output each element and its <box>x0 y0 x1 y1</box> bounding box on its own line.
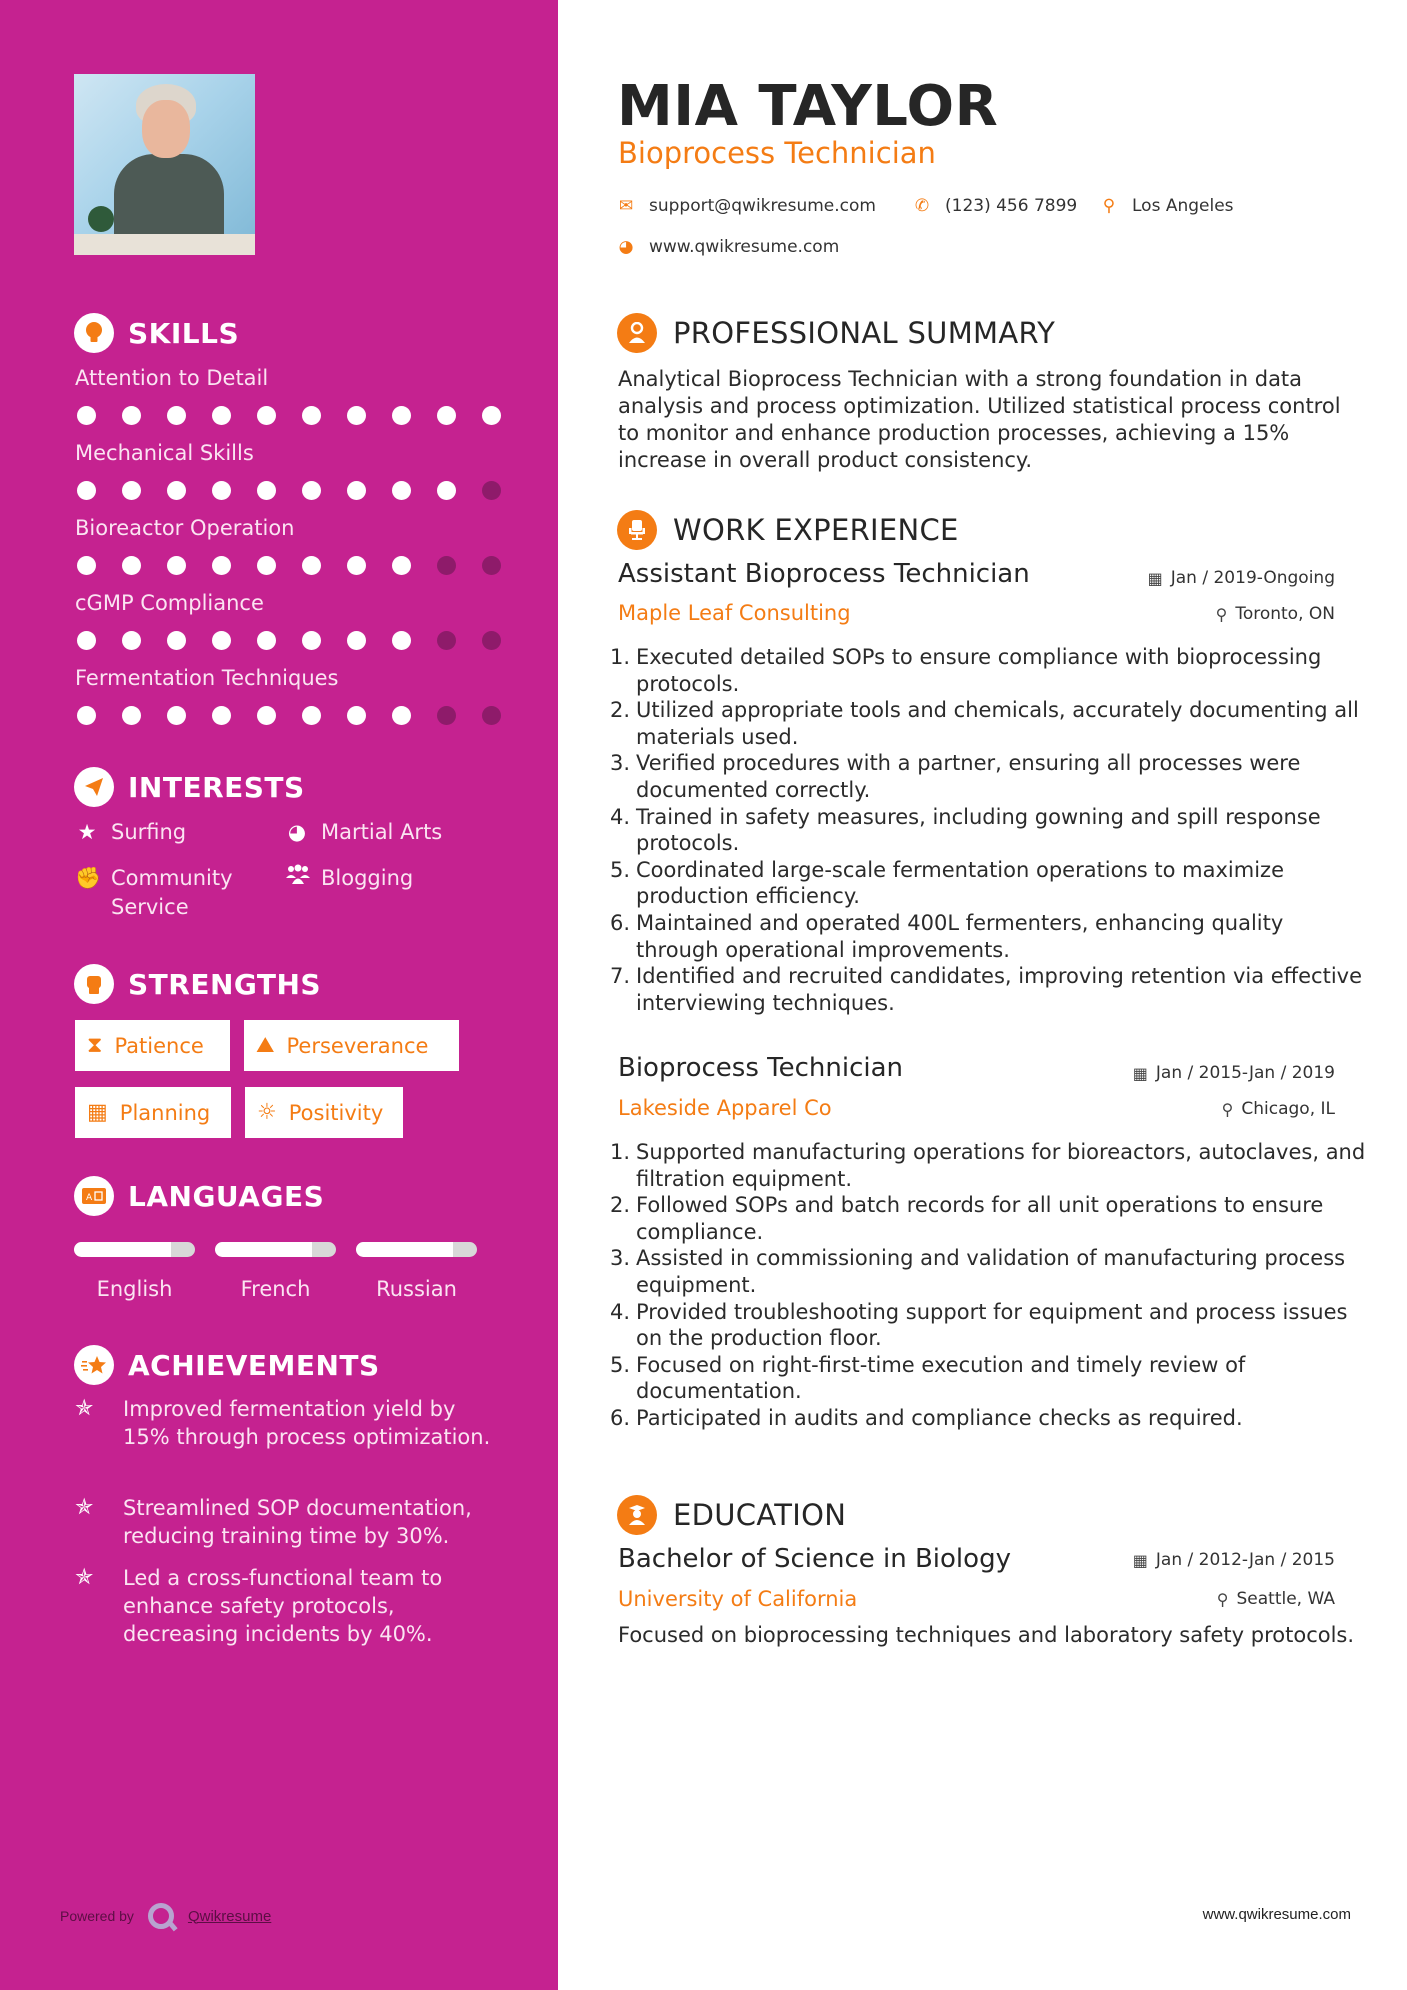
education-dates-text: Jan / 2012-Jan / 2015 <box>1155 1550 1335 1570</box>
job-bullet <box>610 1192 1370 1245</box>
paper-plane-icon <box>74 767 114 807</box>
calendar-icon: ▦ <box>1147 568 1163 588</box>
job-bullet <box>610 697 1370 750</box>
pushpin-icon: ⚲ <box>1215 604 1228 624</box>
education-heading <box>617 1495 846 1535</box>
strength-label: Perseverance <box>286 1033 429 1058</box>
skill-dot <box>302 481 321 500</box>
skill-dot <box>167 631 186 650</box>
bullet-number: 5. <box>610 1352 631 1377</box>
language-bar <box>74 1242 195 1257</box>
strengths-heading <box>74 964 321 1004</box>
skill-item <box>75 441 505 500</box>
job-location <box>1216 604 1335 624</box>
skill-dot <box>257 481 276 500</box>
contact-website <box>617 237 839 257</box>
graduate-icon <box>617 1495 657 1535</box>
bullet-text: Assisted in commissioning and validation of manufacturing process equipment. <box>636 1246 1346 1297</box>
education-dates <box>1133 1550 1335 1570</box>
strength-chip <box>75 1020 230 1071</box>
skill-dot <box>392 631 411 650</box>
skill-name: Mechanical Skills <box>75 441 254 465</box>
sun-icon: ☼ <box>257 1100 277 1125</box>
languages-title: LANGUAGES <box>128 1179 325 1213</box>
language-item <box>215 1242 336 1301</box>
skills-title: SKILLS <box>128 316 240 350</box>
interest-label: Martial Arts <box>321 820 443 844</box>
interest-item <box>285 818 442 847</box>
achievement-item <box>75 1564 505 1648</box>
skill-dot <box>302 556 321 575</box>
bullet-text: Verified procedures with a partner, ensuring all processes were documented correctly. <box>636 751 1301 802</box>
job-location-text: Chicago, IL <box>1241 1099 1335 1119</box>
skill-item <box>75 666 505 725</box>
job-bullet <box>610 1245 1370 1298</box>
skill-dot <box>482 481 501 500</box>
bullet-text: Identified and recruited candidates, improving retention via effective interviewing techniques. <box>636 964 1363 1015</box>
language-fill <box>74 1242 171 1257</box>
skill-dot <box>392 706 411 725</box>
main-content <box>558 0 1407 1990</box>
pushpin-icon: ⚲ <box>1221 1099 1234 1119</box>
bullet-number: 5. <box>610 857 631 882</box>
skill-dot <box>212 556 231 575</box>
skill-dot <box>437 706 456 725</box>
language-fill <box>215 1242 312 1257</box>
education-location <box>1217 1589 1335 1609</box>
skill-dot <box>257 556 276 575</box>
education-location-text: Seattle, WA <box>1236 1589 1335 1609</box>
office-chair-icon <box>617 510 657 550</box>
skill-dot <box>77 556 96 575</box>
interests-title: INTERESTS <box>128 770 305 804</box>
language-name: French <box>240 1277 311 1301</box>
skill-item <box>75 366 505 425</box>
education-title: EDUCATION <box>673 1498 847 1532</box>
bullet-number: 2. <box>610 1193 631 1218</box>
job-dates <box>1133 1063 1335 1083</box>
job-location <box>1222 1099 1335 1119</box>
bullet-number: 7. <box>610 964 631 989</box>
skill-rating <box>75 556 505 575</box>
strength-chip <box>245 1087 403 1138</box>
job-bullet <box>610 1139 1370 1192</box>
job-bullet <box>610 1352 1370 1405</box>
skill-rating <box>75 631 505 650</box>
website-text[interactable]: www.qwikresume.com <box>649 237 840 257</box>
language-item <box>356 1242 477 1301</box>
job-bullet <box>610 1405 1370 1432</box>
bullet-number: 1. <box>610 1140 631 1164</box>
summary-title: PROFESSIONAL SUMMARY <box>673 316 1056 350</box>
photo-face <box>142 100 190 158</box>
shooting-star-icon: ✯ <box>75 1565 94 1590</box>
skill-dot <box>167 481 186 500</box>
powered-by <box>60 1903 271 1929</box>
candidate-role: Bioprocess Technician <box>618 136 936 170</box>
strength-chip <box>244 1020 459 1071</box>
job-bullet <box>610 963 1370 1016</box>
skill-dot <box>212 631 231 650</box>
education-text: Focused on bioprocessing techniques and laboratory safety protocols. <box>618 1623 1355 1647</box>
degree-title: Bachelor of Science in Biology <box>618 1544 1011 1574</box>
skill-dot <box>302 706 321 725</box>
job-bullet <box>610 857 1370 910</box>
job-dates <box>1148 568 1335 588</box>
language-bar <box>356 1242 477 1257</box>
skill-dot <box>167 406 186 425</box>
skill-dot <box>437 406 456 425</box>
strength-label: Positivity <box>288 1100 384 1125</box>
skill-dot <box>437 481 456 500</box>
achievements-title: ACHIEVEMENTS <box>128 1348 380 1382</box>
users-icon <box>285 864 309 894</box>
skill-dot <box>347 406 366 425</box>
skill-dot <box>392 406 411 425</box>
interest-label: Community Service <box>111 866 233 919</box>
bullet-text: Followed SOPs and batch records for all unit operations to ensure compliance. <box>636 1193 1324 1244</box>
experience-title: WORK EXPERIENCE <box>673 513 959 547</box>
skill-dot <box>347 481 366 500</box>
star-icon: ★ <box>77 820 97 844</box>
strength-label: Planning <box>119 1100 211 1125</box>
bullet-number: 6. <box>610 910 631 935</box>
candidate-name: MIA TAYLOR <box>617 74 999 139</box>
skill-dot <box>167 706 186 725</box>
job-bullets <box>610 1139 1370 1432</box>
skills-heading <box>74 313 239 353</box>
language-item <box>74 1242 195 1301</box>
skill-item <box>75 591 505 650</box>
job-dates-text: Jan / 2015-Jan / 2019 <box>1155 1063 1335 1083</box>
envelope-icon: ✉ <box>618 196 634 216</box>
user-icon <box>617 313 657 353</box>
interest-item <box>285 864 413 894</box>
contact-email <box>617 196 876 216</box>
job-bullet <box>610 750 1370 803</box>
shooting-star-icon: ✯ <box>75 1396 94 1421</box>
shooting-star-icon: ✯ <box>75 1495 94 1520</box>
phone-text[interactable]: (123) 456 7899 <box>945 196 1078 216</box>
skill-name: cGMP Compliance <box>75 591 264 615</box>
skill-dot <box>482 556 501 575</box>
language-name: Russian <box>376 1277 457 1301</box>
skill-dot <box>122 406 141 425</box>
skill-rating <box>75 406 505 425</box>
shooting-star-icon <box>74 1345 114 1385</box>
qwikresume-logo-icon <box>148 1903 174 1929</box>
bullet-number: 4. <box>610 1299 631 1324</box>
translate-icon <box>74 1176 114 1216</box>
bullet-number: 3. <box>610 751 631 776</box>
skill-dot <box>77 631 96 650</box>
job-bullet <box>610 804 1370 857</box>
skill-dot <box>482 706 501 725</box>
bullet-number: 6. <box>610 1405 631 1430</box>
skill-dot <box>77 706 96 725</box>
contact-location <box>1100 196 1234 216</box>
job-company: Maple Leaf Consulting <box>618 601 851 625</box>
bullet-text: Utilized appropriate tools and chemicals, accurately documenting all materials used. <box>636 698 1359 749</box>
skill-dot <box>122 631 141 650</box>
achievement-item <box>75 1494 505 1550</box>
skill-name: Attention to Detail <box>75 366 269 390</box>
skill-dot <box>257 706 276 725</box>
hourglass-icon: ⧗ <box>87 1033 103 1058</box>
skill-dot <box>77 481 96 500</box>
email-text[interactable]: support@qwikresume.com <box>649 196 876 216</box>
skill-dot <box>302 406 321 425</box>
bullet-text: Provided troubleshooting support for equipment and process issues on the production floor. <box>636 1299 1348 1351</box>
strengths-title: STRENGTHS <box>128 967 322 1001</box>
skill-rating <box>75 481 505 500</box>
job-title: Bioprocess Technician <box>618 1053 904 1083</box>
languages-heading <box>74 1176 324 1216</box>
bullet-text: Focused on right-first-time execution and timely review of documentation. <box>636 1352 1246 1404</box>
job-bullets <box>610 644 1370 1016</box>
strength-chip <box>75 1087 231 1138</box>
pushpin-icon: ⚲ <box>1216 1589 1229 1609</box>
road-icon: ⛰ <box>256 1033 275 1058</box>
globe-icon: ◕ <box>618 237 634 257</box>
achievement-item <box>75 1395 505 1451</box>
bullet-text: Maintained and operated 400L fermenters, enhancing quality through operational improvements. <box>636 910 1284 962</box>
globe-icon: ◕ <box>287 820 307 844</box>
skill-dot <box>212 481 231 500</box>
calendar-icon: ▦ <box>1132 1550 1148 1570</box>
job-location-text: Toronto, ON <box>1235 604 1335 624</box>
bullet-number: 2. <box>610 698 631 723</box>
job-title: Assistant Bioprocess Technician <box>618 559 1030 589</box>
skill-dot <box>347 706 366 725</box>
skill-dot <box>347 631 366 650</box>
calendar-icon: ▦ <box>1132 1063 1148 1083</box>
interest-label: Surfing <box>111 820 187 844</box>
qwikresume-link[interactable]: Qwikresume <box>187 1907 272 1925</box>
bullet-text: Participated in audits and compliance checks as required. <box>636 1405 1243 1430</box>
interest-item <box>75 818 186 847</box>
skill-dot <box>302 631 321 650</box>
skill-dot <box>257 406 276 425</box>
contact-phone <box>913 196 1077 216</box>
skill-dot <box>347 556 366 575</box>
skill-dot <box>212 706 231 725</box>
job-dates-text: Jan / 2019-Ongoing <box>1170 568 1335 588</box>
job-company: Lakeside Apparel Co <box>618 1096 832 1120</box>
calendar-icon: ▦ <box>87 1100 108 1125</box>
skill-name: Fermentation Techniques <box>75 666 339 690</box>
bullet-number: 4. <box>610 804 631 829</box>
summary-heading <box>617 313 1055 353</box>
photo-plant <box>88 206 114 232</box>
svg-text:A: A <box>86 1193 93 1203</box>
sidebar <box>0 0 558 1990</box>
experience-heading <box>617 510 959 550</box>
interest-label: Blogging <box>321 866 414 890</box>
profile-photo <box>74 74 255 255</box>
fist-icon <box>74 964 114 1004</box>
achievement-text: Streamlined SOP documentation, reducing training time by 30%. <box>123 1496 472 1548</box>
phone-icon: ✆ <box>914 196 930 216</box>
skill-dot <box>212 406 231 425</box>
bullet-text: Coordinated large-scale fermentation operations to maximize production efficiency. <box>636 857 1284 909</box>
skill-dot <box>77 406 96 425</box>
skill-dot <box>122 706 141 725</box>
powered-by-label: Powered by <box>60 1908 134 1924</box>
bullet-text: Executed detailed SOPs to ensure compliance with bioprocessing protocols. <box>636 645 1322 696</box>
skill-dot <box>482 631 501 650</box>
bullet-text: Trained in safety measures, including gowning and spill response protocols. <box>636 804 1321 856</box>
interests-heading <box>74 767 305 807</box>
bullet-text: Supported manufacturing operations for bioreactors, autoclaves, and filtration equipment. <box>636 1140 1366 1191</box>
skill-dot <box>122 556 141 575</box>
map-pin-icon: ⚲ <box>1102 196 1116 216</box>
job-bullet <box>610 1299 1370 1352</box>
skill-dot <box>257 631 276 650</box>
skill-dot <box>437 631 456 650</box>
summary-text: Analytical Bioprocess Technician with a strong foundation in data analysis and process optimization. Utilized statistical process control to monitor and enhance production processes, achieving a 15% increase in overall product consistency. <box>618 367 1341 472</box>
language-bar <box>215 1242 336 1257</box>
photo-desk <box>74 234 255 255</box>
footer-website[interactable]: www.qwikresume.com <box>1202 1906 1351 1923</box>
achievement-text: Improved fermentation yield by 15% through process optimization. <box>123 1397 491 1449</box>
language-name: English <box>96 1277 173 1301</box>
location-text: Los Angeles <box>1132 196 1234 216</box>
job-bullet <box>610 644 1370 697</box>
interest-item <box>75 864 265 922</box>
skill-dot <box>392 481 411 500</box>
language-fill <box>356 1242 453 1257</box>
lightbulb-icon <box>74 313 114 353</box>
skill-rating <box>75 706 505 725</box>
school-name: University of California <box>618 1587 858 1611</box>
skill-item <box>75 516 505 575</box>
skill-dot <box>482 406 501 425</box>
skill-dot <box>122 481 141 500</box>
fist-icon: ✊ <box>75 866 102 890</box>
bullet-number: 3. <box>610 1246 631 1271</box>
skill-dot <box>392 556 411 575</box>
achievement-text: Led a cross-functional team to enhance safety protocols, decreasing incidents by 40%. <box>123 1566 443 1646</box>
skill-dot <box>167 556 186 575</box>
job-bullet <box>610 910 1370 963</box>
strength-label: Patience <box>114 1033 204 1058</box>
skill-name: Bioreactor Operation <box>75 516 295 540</box>
skill-dot <box>437 556 456 575</box>
bullet-number: 1. <box>610 645 631 669</box>
achievements-heading <box>74 1345 380 1385</box>
